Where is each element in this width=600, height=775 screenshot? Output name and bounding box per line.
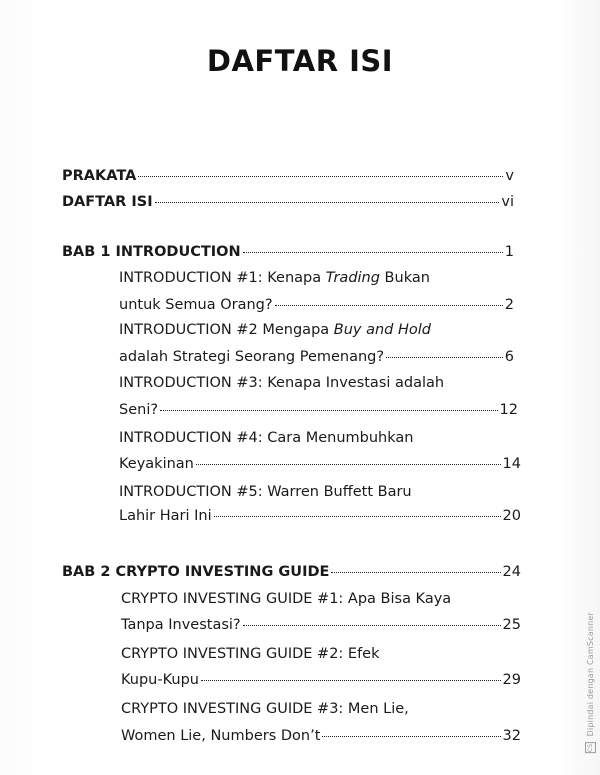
dot-leader bbox=[243, 625, 501, 626]
subentry-text: INTRODUCTION #1: Kenapa bbox=[119, 270, 326, 286]
toc-entry-daftar-isi bbox=[62, 194, 514, 210]
dot-leader bbox=[160, 410, 498, 411]
chapter-page: 24 bbox=[502, 564, 521, 580]
toc-subentry-line1 bbox=[119, 322, 431, 338]
toc-entry-prakata bbox=[62, 168, 514, 184]
toc-subentry-line1: CRYPTO INVESTING GUIDE #1: Apa Bisa Kaya bbox=[121, 591, 452, 607]
subentry-italic-text: Trading bbox=[325, 270, 380, 286]
subentry-text: INTRODUCTION #2 Mengapa bbox=[119, 322, 334, 338]
toc-entry-page: v bbox=[505, 168, 514, 184]
dot-leader bbox=[201, 680, 501, 681]
subentry-italic-text: Buy and Hold bbox=[333, 322, 432, 338]
subentry-page: 14 bbox=[502, 456, 521, 472]
toc-subentry-line1 bbox=[119, 270, 430, 286]
subentry-label: Kupu-Kupu bbox=[121, 672, 199, 688]
subentry-page: 12 bbox=[499, 402, 518, 418]
subentry-page: 2 bbox=[504, 297, 514, 313]
toc-subentry-crypto-3 bbox=[121, 728, 521, 744]
page-title: DAFTAR ISI bbox=[206, 44, 394, 78]
subentry-label: Keyakinan bbox=[119, 456, 194, 472]
dot-leader bbox=[214, 516, 501, 517]
subentry-label: Women Lie, Numbers Don’t bbox=[121, 728, 321, 744]
watermark-text: Dipindai dengan CamScanner bbox=[586, 611, 595, 737]
dot-leader bbox=[196, 464, 501, 465]
subentry-page: 6 bbox=[504, 349, 514, 365]
toc-chapter-bab-2 bbox=[62, 564, 521, 580]
dot-leader bbox=[155, 202, 500, 203]
toc-subentry-intro-1 bbox=[119, 297, 514, 313]
toc-subentry-intro-3 bbox=[119, 402, 518, 418]
dot-leader bbox=[322, 736, 500, 737]
subentry-page: 20 bbox=[502, 508, 521, 524]
toc-entry-page: vi bbox=[501, 194, 514, 210]
subentry-page: 25 bbox=[502, 617, 521, 633]
toc-subentry-line1: INTRODUCTION #5: Warren Buffett Baru bbox=[119, 484, 412, 500]
toc-entry-label: DAFTAR ISI bbox=[62, 194, 153, 210]
toc-subentry-crypto-1 bbox=[121, 617, 521, 633]
toc-subentry-line1: INTRODUCTION #4: Cara Menumbuhkan bbox=[119, 430, 414, 446]
scanner-watermark bbox=[585, 612, 596, 753]
dot-leader bbox=[386, 357, 503, 358]
dot-leader bbox=[275, 305, 503, 306]
dot-leader bbox=[138, 176, 503, 177]
toc-chapter-bab-1 bbox=[62, 244, 514, 260]
subentry-label: untuk Semua Orang? bbox=[119, 297, 273, 313]
subentry-text: Bukan bbox=[379, 270, 430, 286]
camscanner-logo-icon: CS bbox=[587, 743, 594, 752]
dot-leader bbox=[243, 252, 503, 253]
toc-subentry-crypto-2 bbox=[121, 672, 521, 688]
subentry-label: adalah Strategi Seorang Pemenang? bbox=[119, 349, 385, 365]
toc-subentry-intro-4 bbox=[119, 456, 521, 472]
chapter-page: 1 bbox=[504, 244, 514, 260]
toc-subentry-intro-5 bbox=[119, 508, 521, 524]
toc-subentry-line1: CRYPTO INVESTING GUIDE #2: Efek bbox=[121, 646, 380, 662]
toc-subentry-line1: CRYPTO INVESTING GUIDE #3: Men Lie, bbox=[121, 701, 409, 717]
toc-entry-label: PRAKATA bbox=[62, 168, 137, 184]
subentry-label: Tanpa Investasi? bbox=[121, 617, 241, 633]
dot-leader bbox=[331, 572, 500, 573]
subentry-page: 29 bbox=[502, 672, 521, 688]
toc-subentry-line1: INTRODUCTION #3: Kenapa Investasi adalah bbox=[119, 375, 445, 391]
chapter-label: BAB 2 CRYPTO INVESTING GUIDE bbox=[62, 564, 330, 580]
toc-subentry-intro-2 bbox=[119, 349, 514, 365]
subentry-page: 32 bbox=[502, 728, 521, 744]
subentry-label: Seni? bbox=[119, 402, 159, 418]
subentry-label: Lahir Hari Ini bbox=[119, 508, 212, 524]
chapter-label: BAB 1 INTRODUCTION bbox=[62, 244, 241, 260]
